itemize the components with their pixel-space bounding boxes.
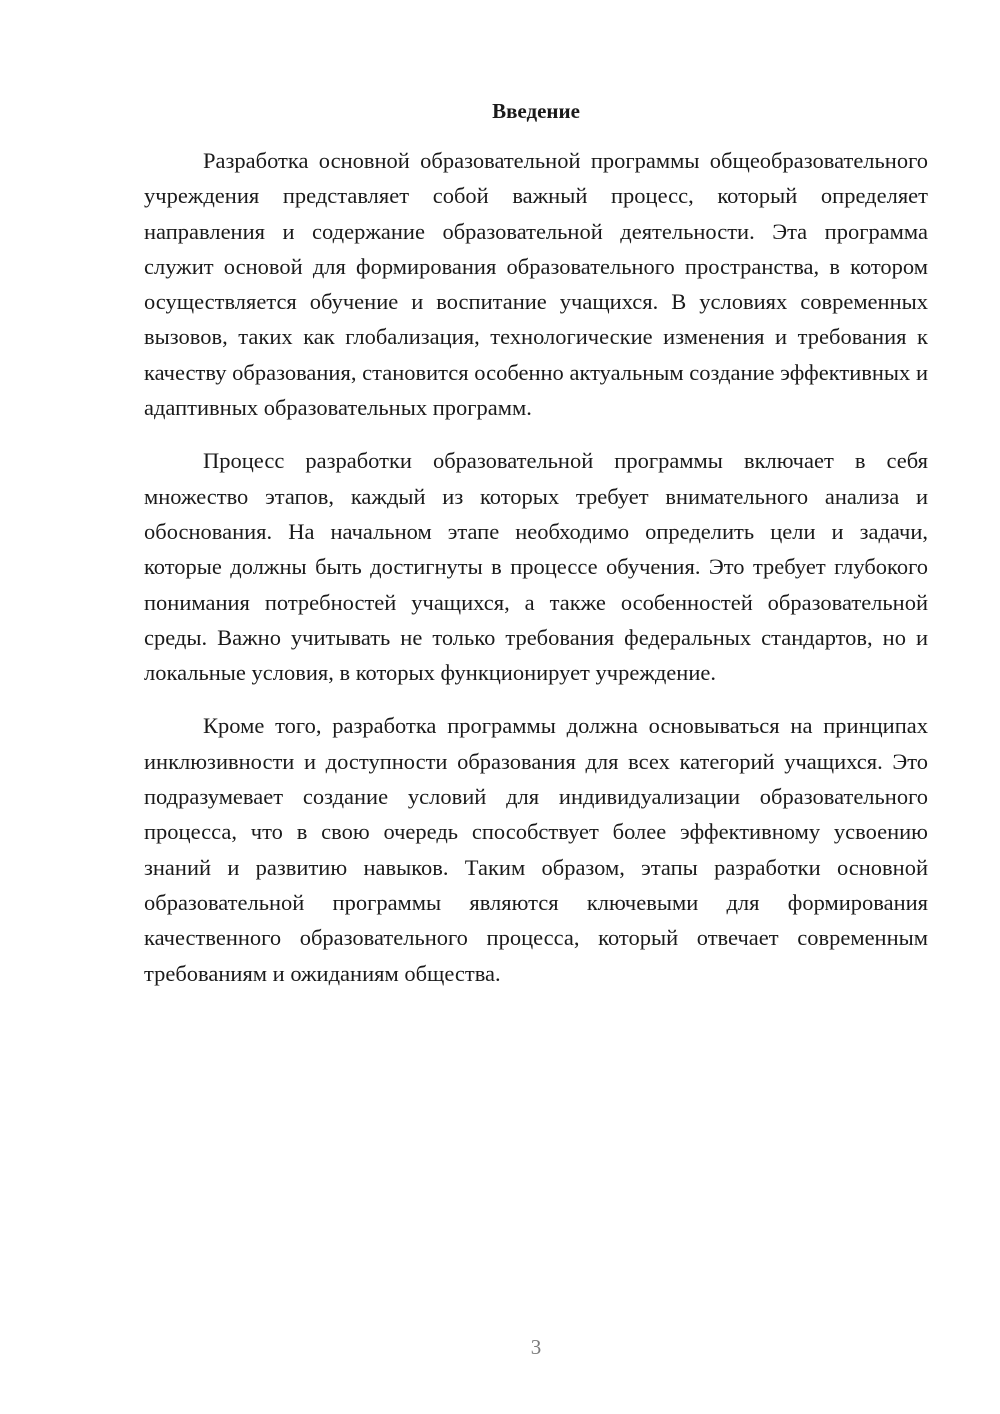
paragraph-2: Процесс разработки образовательной программы включает в себя множество этапов, каждый из которых требует внимательного анализа и обоснования. На начальном этапе необходимо определить цели и задачи, которые должны быть достигнуты в процессе обучения. Это требует глубокого понимания потребностей учащихся, а также особенностей образовательной среды. Важно учитывать не только требования федеральных стандартов, но и локальные условия, в которых функционирует учреждение.	[144, 448, 928, 686]
paragraph-3: Кроме того, разработка программы должна основываться на принципах инклюзивности и доступности образования для всех категорий учащихся. Это подразумевает создание условий для индивидуализации образовательного процесса, что в свою очередь способствует более эффективному усвоению знаний и развитию навыков. Таким образом, этапы разработки основной образовательной программы являются ключевыми для формирования качественного образовательного процесса, который отвечает современным требованиям и ожиданиям общества.	[144, 713, 928, 986]
body-text	[144, 143, 928, 991]
page-title: Введение	[492, 99, 580, 123]
paragraph-1: Разработка основной образовательной программы общеобразовательного учреждения представляет собой важный процесс, который определяет направления и содержание образовательной деятельности. Эта программа служит основой для формирования образовательного пространства, в котором осуществляется обучение и воспитание учащихся. В условиях современных вызовов, таких как глобализация, технологические изменения и требования к качеству образования, становится особенно актуальным создание эффективных и адаптивных образовательных программ.	[144, 148, 928, 421]
page-number: 3	[530, 1335, 542, 1359]
